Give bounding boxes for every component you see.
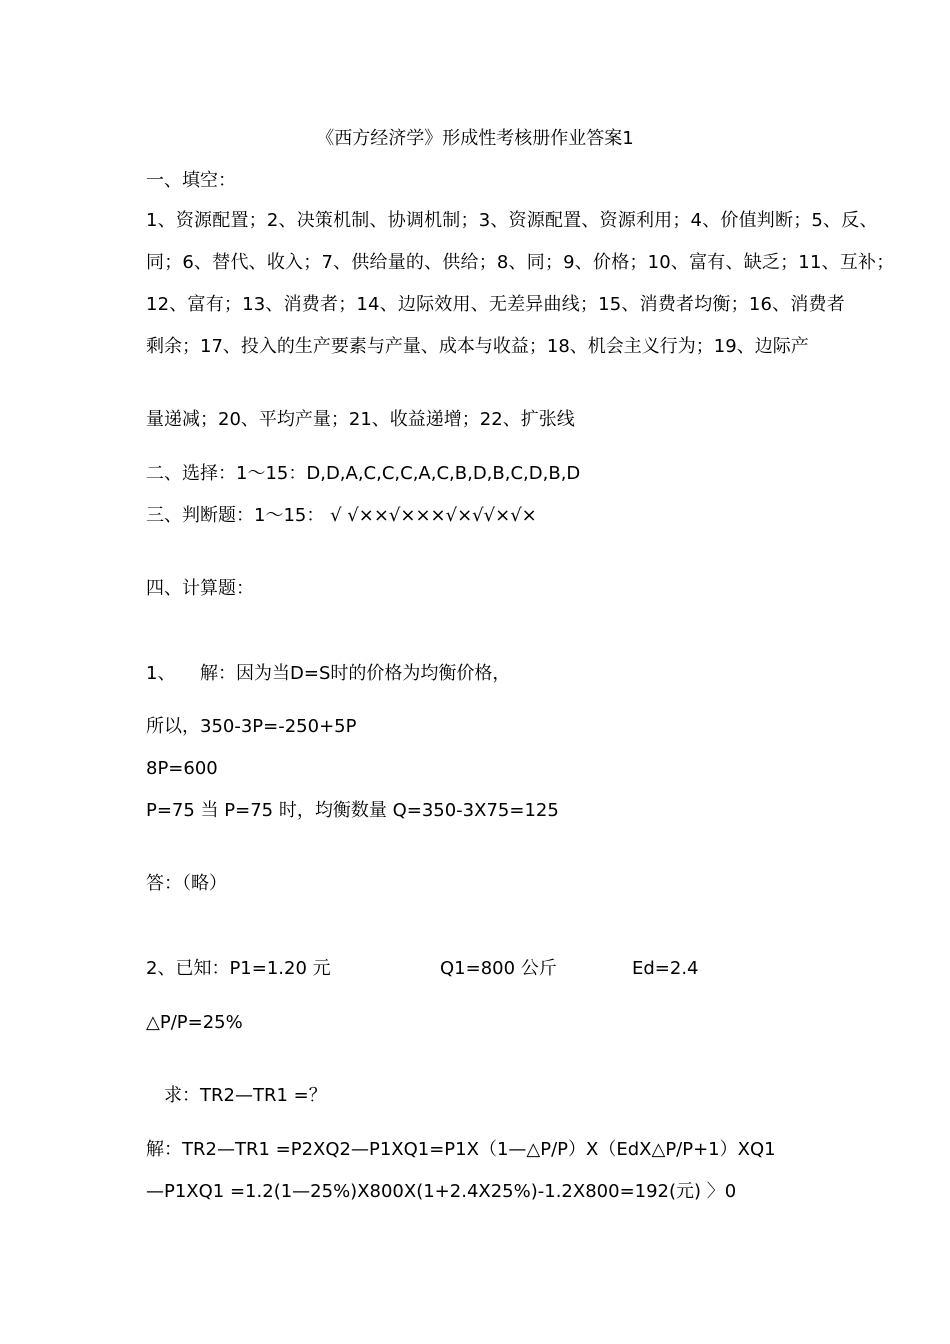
section-calculation-heading: 四、计算题： [146, 578, 254, 599]
document-title: 《西方经济学》形成性考核册作业答案1 [316, 128, 634, 149]
section-judgement-answers: 三、判断题：1～15： √ √××√×××√×√√×√× [146, 505, 537, 526]
q2-solution-line-2: —P1XQ1 =1.2(1—25%)X800X(1+2.4X25%)-1.2X800=192(元) 〉0 [146, 1181, 737, 1202]
q1-step-1: 所以，350-3P=-250+5P [146, 716, 357, 737]
q1-answer: 答：（略） [146, 873, 227, 894]
q1-step-2: 8P=600 [146, 758, 218, 779]
fill-answer-line-5: 量递减；20、平均产量；21、收益递增；22、扩张线 [146, 409, 575, 430]
fill-answer-line-3: 12、富有；13、消费者；14、边际效用、无差异曲线；15、消费者均衡；16、消费者 [146, 294, 845, 315]
section-fill-heading: 一、填空： [146, 170, 236, 191]
q1-step-3: P=75 当 P=75 时，均衡数量 Q=350-3X75=125 [146, 800, 559, 821]
q2-known-price-change: △P/P=25% [146, 1012, 243, 1033]
q2-known-quantity: Q1=800 公斤 [440, 958, 557, 979]
q1-number: 1、 [146, 663, 176, 684]
q2-ask: 求：TR2—TR1 =？ [164, 1085, 327, 1106]
section-choice-answers: 二、选择：1～15：D,D,A,C,C,C,A,C,B,D,B,C,D,B,D [146, 463, 581, 484]
fill-answer-line-2: 同；6、替代、收入；7、供给量的、供给；8、同；9、价格；10、富有、缺乏；11、互补； [146, 252, 895, 273]
q2-known-price: 2、已知：P1=1.20 元 [146, 958, 331, 979]
fill-answer-line-4: 剩余；17、投入的生产要素与产量、成本与收益；18、机会主义行为；19、边际产 [146, 336, 809, 357]
fill-answer-line-1: 1、资源配置；2、决策机制、协调机制；3、资源配置、资源利用；4、价值判断；5、反、 [146, 210, 878, 231]
q2-known-elasticity: Ed=2.4 [632, 958, 699, 979]
q2-solution-line-1: 解：TR2—TR1 =P2XQ2—P1XQ1=P1X（1—△P/P）X（EdX△P/P+1）XQ1 [146, 1139, 776, 1160]
q1-intro: 解：因为当D=S时的价格为均衡价格， [200, 663, 511, 684]
